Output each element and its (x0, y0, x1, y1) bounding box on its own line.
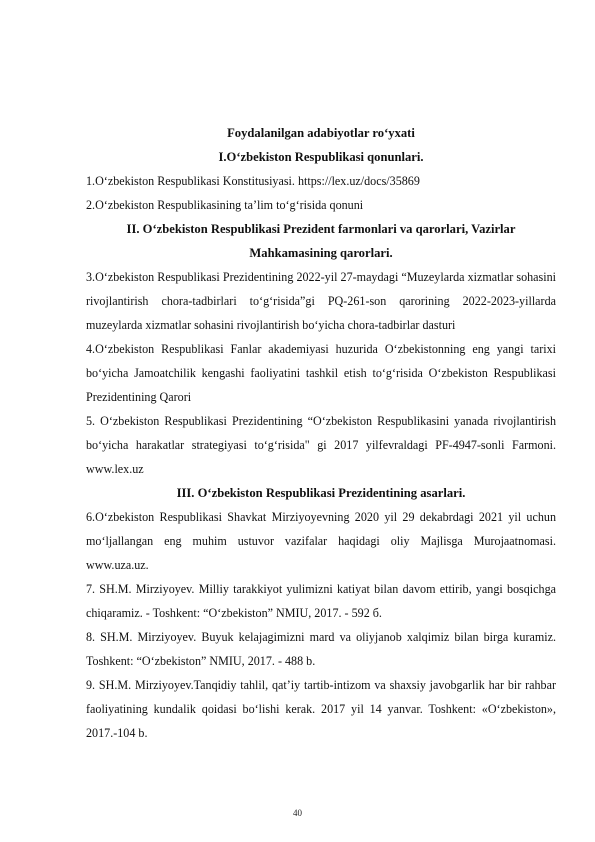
section-heading-works: III. O‘zbekiston Respublikasi Prezidentining asarlari. (176, 486, 466, 500)
page-number: 40 (293, 808, 302, 818)
reference-item-5: 5. O‘zbekiston Respublikasi Prezidentining “O‘zbekiston Respublikasini yanada rivojlantirish bo‘yicha harakatlar strategiyasi to‘g‘risida" gi 2017 yilfevraldagi PF-4947-sonli Farmoni. www.lex.uz (86, 414, 556, 476)
reference-item-6: 6.O‘zbekiston Respublikasi Shavkat Mirziyoyevning 2020 yil 29 dekabrdagi 2021 yil uchun mo‘ljallangan eng muhim ustuvor vazifalar haqidagi oliy Majlisga Murojaatnomasi. www.uza.uz. (86, 510, 556, 572)
section-heading-laws: I.O‘zbekiston Respublikasi qonunlari. (218, 150, 424, 164)
section-heading-decrees: II. O‘zbekiston Respublikasi Prezident farmonlari va qarorlari, Vazirlar Mahkamasining qarorlari. (126, 222, 516, 260)
reference-item-1: 1.O‘zbekiston Respublikasi Konstitusiyasi. https://lex.uz/docs/35869 (86, 174, 420, 188)
reference-item-4: 4.O‘zbekiston Respublikasi Fanlar akademiyasi huzurida O‘zbekistonning eng yangi tarixi bo‘yicha Jamoatchilik kengashi faoliyatini tashkil etish to‘g‘risida O‘zbekiston Respublikasi Prezidentining Qarori (86, 342, 556, 404)
references-content (86, 121, 556, 745)
references-title: Foydalanilgan adabiyotlar ro‘yxati (227, 126, 415, 140)
reference-item-2: 2.O‘zbekiston Respublikasining ta’lim to‘g‘risida qonuni (86, 198, 364, 212)
reference-item-8: 8. SH.M. Mirziyoyev. Buyuk kelajagimizni mard va oliyjanob xalqimiz bilan birga kuramiz. Toshkent: “O‘zbekiston” NMIU, 2017. - 488 b. (86, 630, 556, 668)
reference-item-9: 9. SH.M. Mirziyoyev.Tanqidiy tahlil, qat’iy tartib-intizom va shaxsiy javobgarlik har bir rahbar faoliyatining kundalik qoidasi bo‘lishi kerak. 2017 yil 14 yanvar. Toshkent: «O‘zbekiston», 2017.-104 b. (86, 678, 556, 740)
reference-item-3: 3.O‘zbekiston Respublikasi Prezidentining 2022-yil 27-maydagi “Muzeylarda xizmatlar sohasini rivojlantirish chora-tadbirlari to‘g‘risida”gi PQ-261-son qarorining 2022-2023-yillarda muzeylarda xizmatlar sohasini rivojlantirish bo‘yicha chora-tadbirlar dasturi (86, 270, 556, 332)
reference-item-7: 7. SH.M. Mirziyoyev. Milliy tarakkiyot yulimizni katiyat bilan davom ettirib, yangi bosqichga chiqaramiz. - Toshkent: “O‘zbekiston” NMIU, 2017. - 592 б. (86, 582, 556, 620)
